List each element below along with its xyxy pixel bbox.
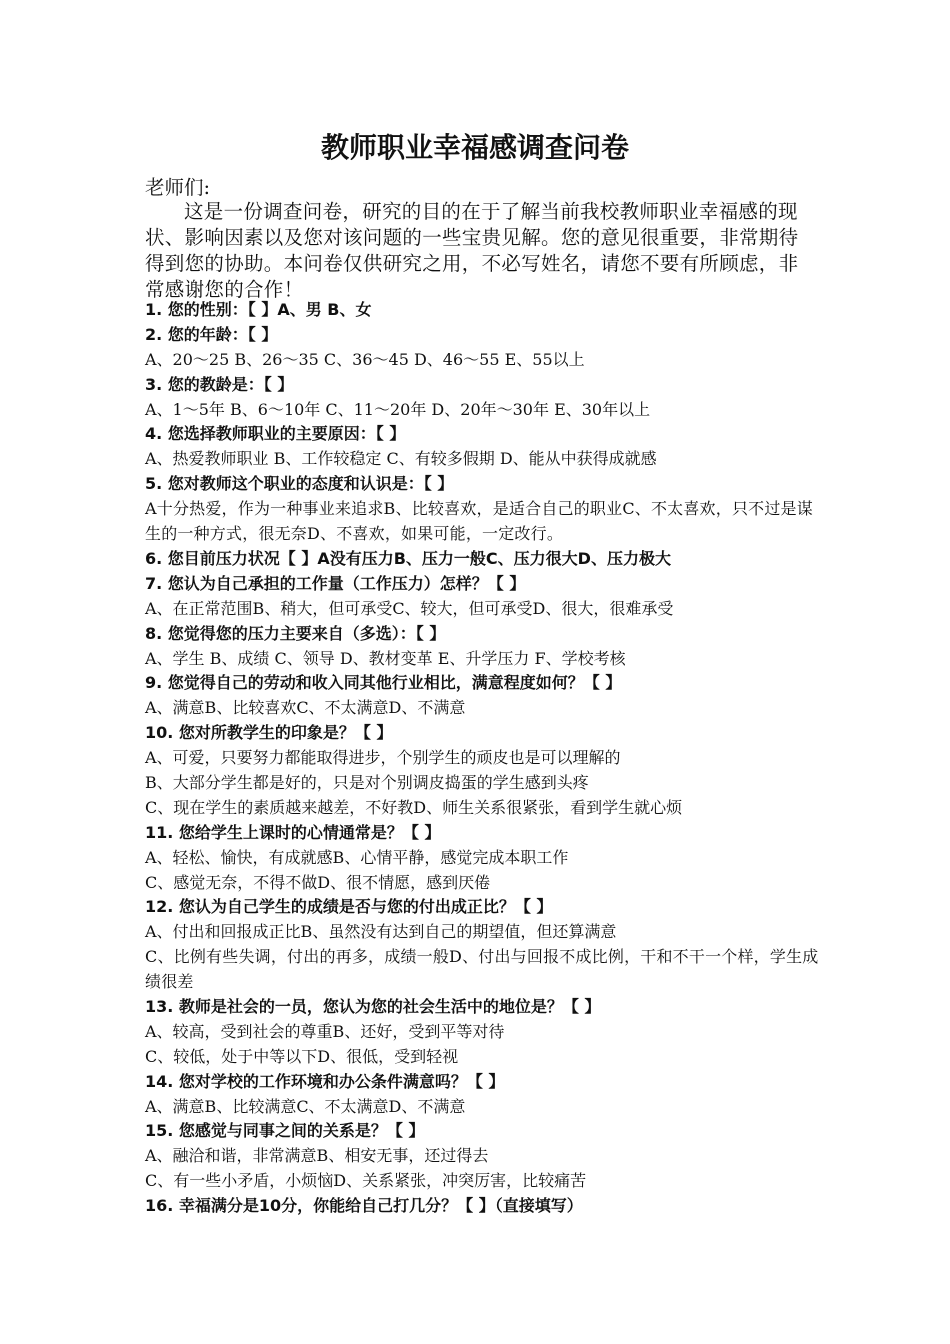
question: 12. 您认为自己学生的成绩是否与您的付出成正比？【 】 — [145, 897, 553, 917]
question: 5. 您对教师这个职业的态度和认识是：【 】 — [145, 474, 454, 494]
answer-options: A、较高，受到社会的尊重B、还好，受到平等对待 — [145, 1021, 505, 1041]
question: 16. 幸福满分是10分，你能给自己打几分？【 】（直接填写） — [145, 1196, 583, 1216]
question: 3. 您的教龄是：【 】 — [145, 374, 294, 394]
question-list — [145, 298, 825, 1219]
intro-paragraph: 这是一份调查问卷，研究的目的在于了解当前我校教师职业幸福感的现状、影响因素以及您对该问题的一些宝贵见解。您的意见很重要，非常期待得到您的协助。本问卷仅供研究之用，不必写姓名，请您不要有所顾虑，非常感谢您的合作！ — [145, 200, 799, 301]
answer-options: C、感觉无奈，不得不做D、很不情愿，感到厌倦 — [145, 872, 491, 892]
answer-options: C、有一些小矛盾，小烦恼D、关系紧张，冲突厉害，比较痛苦 — [145, 1171, 587, 1191]
question: 1. 您的性别：【 】A、男 B、女 — [145, 300, 372, 319]
question: 8. 您觉得您的压力主要来自（多选）：【 】 — [145, 623, 446, 643]
answer-options: C、现在学生的素质越来越差，不好教D、师生关系很紧张，看到学生就心烦 — [145, 797, 683, 817]
question: 10. 您对所教学生的印象是？【 】 — [145, 723, 393, 743]
question: 6. 您目前压力状况【 】A没有压力B、压力一般C、压力很大D、压力极大 — [145, 548, 671, 568]
answer-options: A、1～5年 B、6～10年 C、11～20年 D、20年～30年 E、30年以上 — [145, 399, 651, 419]
answer-options: A、轻松、愉快，有成就感B、心情平静，感觉完成本职工作 — [145, 847, 569, 867]
answer-options: A、融洽和谐，非常满意B、相安无事，还过得去 — [145, 1146, 489, 1166]
answer-options: C、比例有些失调，付出的再多，成绩一般D、付出与回报不成比例，干和不干一个样，学生成绩很差 — [145, 947, 819, 992]
page-title: 教师职业幸福感调查问卷 — [320, 131, 629, 164]
question: 13. 教师是社会的一员，您认为您的社会生活中的地位是？【 】 — [145, 997, 601, 1016]
question: 7. 您认为自己承担的工作量（工作压力）怎样？【 】 — [145, 573, 526, 593]
answer-options: A、20～25 B、26～35 C、36～45 D、46～55 E、55以上 — [145, 349, 585, 369]
answer-options: A、满意B、比较喜欢C、不太满意D、不满意 — [145, 698, 466, 718]
question: 14. 您对学校的工作环境和办公条件满意吗？【 】 — [145, 1071, 505, 1091]
answer-options: C、较低，处于中等以下D、很低，受到轻视 — [145, 1046, 459, 1066]
answer-options: A十分热爱，作为一种事业来追求B、比较喜欢，是适合自己的职业C、不太喜欢，只不过是谋生的一种方式，很无奈D、不喜欢，如果可能，一定改行。 — [145, 499, 813, 544]
answer-options: A、学生 B、成绩 C、领导 D、教材变革 E、升学压力 F、学校考核 — [145, 648, 626, 668]
answer-options: B、大部分学生都是好的，只是对个别调皮捣蛋的学生感到头疼 — [145, 772, 589, 792]
answer-options: A、在正常范围B、稍大，但可承受C、较大，但可承受D、很大，很难承受 — [145, 598, 674, 618]
answer-options: A、付出和回报成正比B、虽然没有达到自己的期望值，但还算满意 — [145, 922, 617, 942]
greeting: 老师们: — [145, 176, 211, 199]
question: 9. 您觉得自己的劳动和收入同其他行业相比，满意程度如何？【 】 — [145, 673, 622, 693]
question: 2. 您的年龄：【 】 — [145, 324, 278, 344]
question: 11. 您给学生上课时的心情通常是？【 】 — [145, 822, 441, 842]
answer-options: A、可爱，只要努力都能取得进步，个别学生的顽皮也是可以理解的 — [145, 748, 621, 768]
answer-options: A、满意B、比较满意C、不太满意D、不满意 — [145, 1096, 466, 1116]
answer-options: A、热爱教师职业 B、工作较稳定 C、有较多假期 D、能从中获得成就感 — [145, 449, 657, 469]
question: 4. 您选择教师职业的主要原因：【 】 — [145, 424, 406, 444]
question: 15. 您感觉与同事之间的关系是？【 】 — [145, 1121, 425, 1141]
